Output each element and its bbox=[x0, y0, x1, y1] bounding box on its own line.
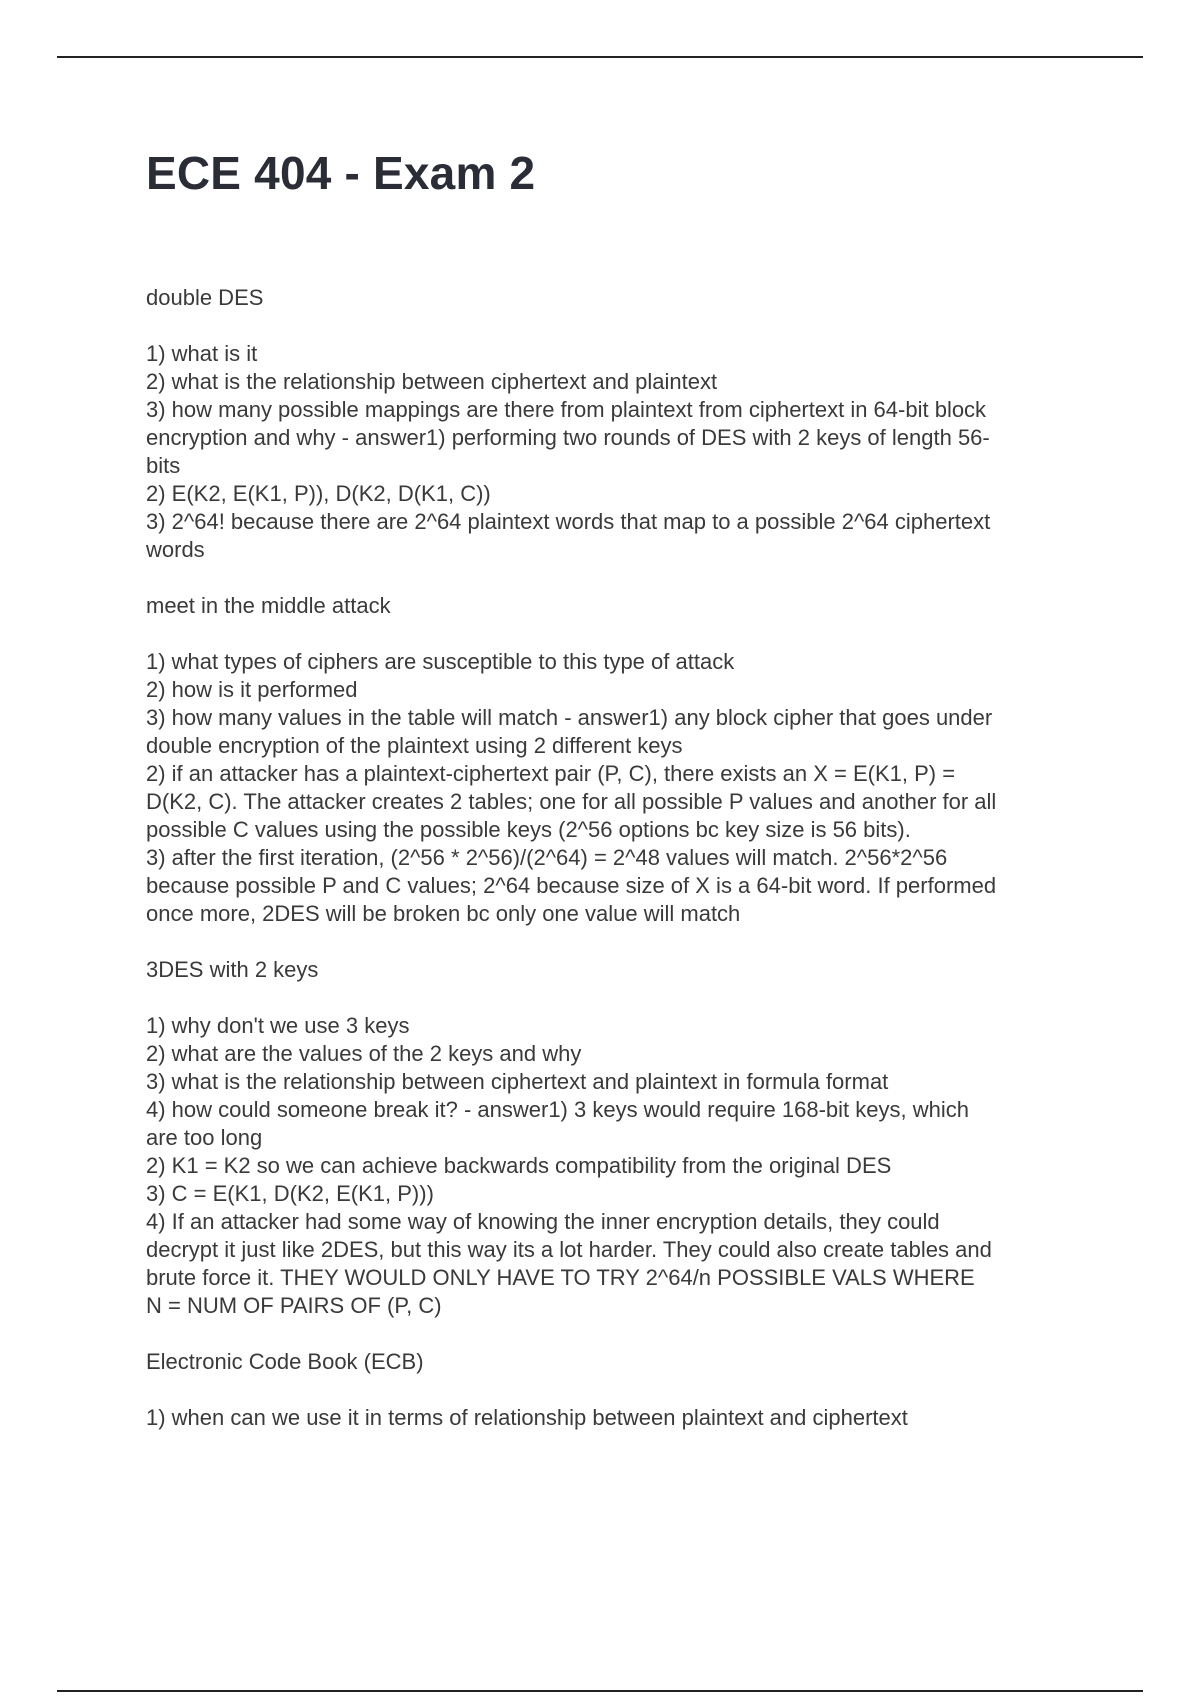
text-line: double DES bbox=[146, 285, 264, 310]
text-line: 1) what is it bbox=[146, 341, 258, 366]
text-line: are too long bbox=[146, 1125, 263, 1150]
text-line: 4) how could someone break it? - answer1) 3 keys would require 168-bit keys, which bbox=[146, 1097, 969, 1122]
text-line: 3) what is the relationship between ciphertext and plaintext in formula format bbox=[146, 1069, 889, 1094]
text-line: 2) how is it performed bbox=[146, 677, 358, 702]
text-line: 1) when can we use it in terms of relationship between plaintext and ciphertext bbox=[146, 1405, 908, 1430]
text-line: brute force it. THEY WOULD ONLY HAVE TO TRY 2^64/n POSSIBLE VALS WHERE bbox=[146, 1265, 975, 1290]
text-line: encryption and why - answer1) performing two rounds of DES with 2 keys of length 56- bbox=[146, 425, 990, 450]
text-line: 2) what are the values of the 2 keys and why bbox=[146, 1041, 582, 1066]
paragraph-gap bbox=[146, 312, 1086, 340]
paragraph-gap bbox=[146, 620, 1086, 648]
text-line: because possible P and C values; 2^64 because size of X is a 64-bit word. If performed bbox=[146, 873, 997, 898]
text-line: meet in the middle attack bbox=[146, 593, 391, 618]
text-line: Electronic Code Book (ECB) bbox=[146, 1349, 424, 1374]
paragraph-gap bbox=[146, 1376, 1086, 1404]
document-title: ECE 404 - Exam 2 bbox=[146, 147, 536, 199]
text-line: decrypt it just like 2DES, but this way its a lot harder. They could also create tables and bbox=[146, 1237, 992, 1262]
text-line: 1) why don't we use 3 keys bbox=[146, 1013, 410, 1038]
text-line: 3) 2^64! because there are 2^64 plaintext words that map to a possible 2^64 ciphertext bbox=[146, 509, 991, 534]
text-line: 3) how many possible mappings are there from plaintext from ciphertext in 64-bit block bbox=[146, 397, 987, 422]
text-line: 3) how many values in the table will match - answer1) any block cipher that goes under bbox=[146, 705, 993, 730]
text-line: possible C values using the possible keys (2^56 options bc key size is 56 bits). bbox=[146, 817, 911, 842]
paragraph-gap bbox=[146, 564, 1086, 592]
text-line: 2) E(K2, E(K1, P)), D(K2, D(K1, C)) bbox=[146, 481, 491, 506]
paragraph-gap bbox=[146, 928, 1086, 956]
text-line: 3) C = E(K1, D(K2, E(K1, P))) bbox=[146, 1181, 434, 1206]
document-body bbox=[146, 284, 1086, 1432]
top-rule bbox=[57, 56, 1143, 58]
text-line: 3DES with 2 keys bbox=[146, 957, 319, 982]
text-line: N = NUM OF PAIRS OF (P, C) bbox=[146, 1293, 442, 1318]
text-line: 2) if an attacker has a plaintext-ciphertext pair (P, C), there exists an X = E(K1, P) = bbox=[146, 761, 956, 786]
text-line: 2) K1 = K2 so we can achieve backwards compatibility from the original DES bbox=[146, 1153, 892, 1178]
text-line: D(K2, C). The attacker creates 2 tables; one for all possible P values and another for all bbox=[146, 789, 997, 814]
paragraph-gap bbox=[146, 1320, 1086, 1348]
text-line: words bbox=[146, 537, 205, 562]
bottom-rule bbox=[57, 1690, 1143, 1692]
text-line: 3) after the first iteration, (2^56 * 2^56)/(2^64) = 2^48 values will match. 2^56*2^56 bbox=[146, 845, 948, 870]
text-line: 1) what types of ciphers are susceptible to this type of attack bbox=[146, 649, 735, 674]
text-line: bits bbox=[146, 453, 181, 478]
text-line: 4) If an attacker had some way of knowing the inner encryption details, they could bbox=[146, 1209, 940, 1234]
text-line: once more, 2DES will be broken bc only one value will match bbox=[146, 901, 741, 926]
text-line: double encryption of the plaintext using 2 different keys bbox=[146, 733, 683, 758]
text-line: 2) what is the relationship between ciphertext and plaintext bbox=[146, 369, 718, 394]
paragraph-gap bbox=[146, 984, 1086, 1012]
